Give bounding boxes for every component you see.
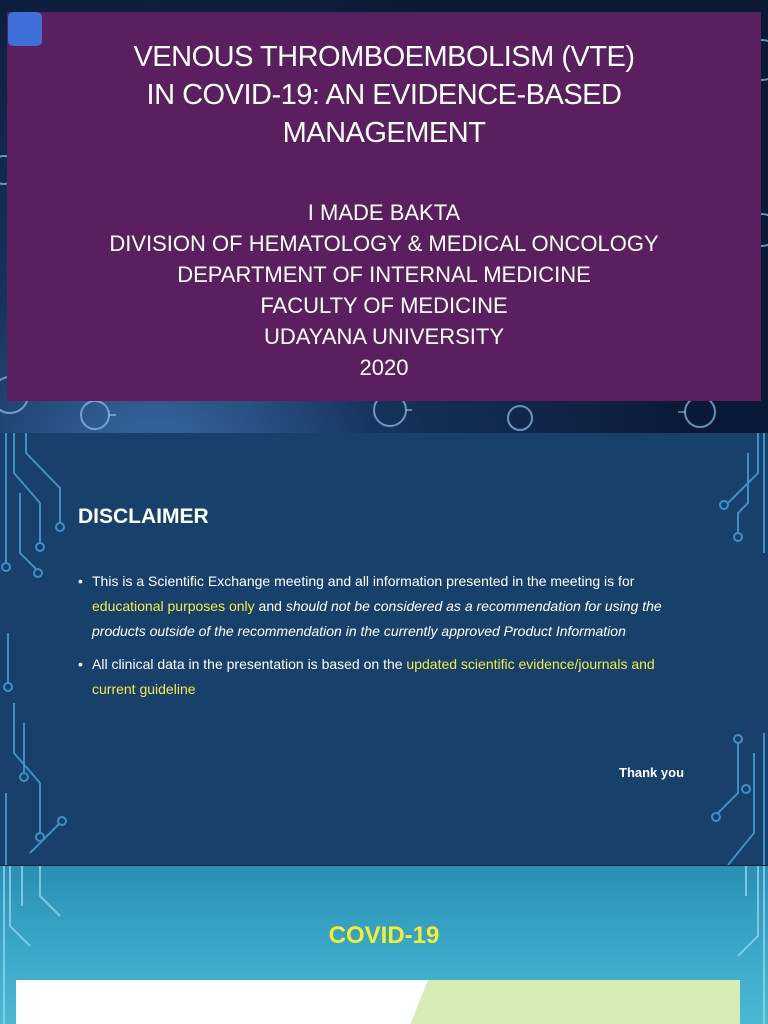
- covid-title: COVID-19: [328, 922, 440, 949]
- title-line-2: IN COVID-19: AN EVIDENCE-BASED: [146, 79, 622, 111]
- presentation-title: [7, 38, 761, 152]
- covid-slide: [0, 866, 768, 1024]
- bullet1-text: This is a Scientific Exchange meeting and all information presented in the meeting is for: [92, 573, 635, 589]
- disclaimer-bullet-1: [78, 569, 678, 644]
- title-line-3: MANAGEMENT: [282, 117, 486, 149]
- corner-square-decoration: [8, 12, 42, 46]
- bullet1-highlight: educational purposes only: [92, 598, 255, 614]
- author-university: UDAYANA UNIVERSITY: [263, 324, 504, 349]
- author-department: DEPARTMENT OF INTERNAL MEDICINE: [177, 262, 591, 287]
- white-content-panel: [16, 980, 436, 1024]
- title-box: [7, 12, 761, 401]
- disclaimer-bullets: [78, 569, 678, 710]
- circuit-decoration-left: [0, 433, 80, 865]
- disclaimer-heading: DISCLAIMER: [78, 505, 209, 528]
- author-faculty: FACULTY OF MEDICINE: [260, 293, 508, 318]
- title-slide: [0, 0, 768, 433]
- presentation-year: 2020: [359, 355, 409, 380]
- bullet2-text: All clinical data in the presentation is based on the: [92, 656, 407, 672]
- disclaimer-slide: [0, 433, 768, 865]
- green-content-panel: [404, 980, 740, 1024]
- disclaimer-bullet-2: [78, 652, 678, 702]
- author-block: [7, 197, 761, 383]
- bullet1-italic: should not be considered as a recommendation for using the products outside of the recommendation in the currently approved Product Information: [92, 598, 662, 639]
- circuit-decoration-right: [688, 433, 768, 865]
- author-name: I MADE BAKTA: [307, 200, 461, 225]
- author-division: DIVISION OF HEMATOLOGY & MEDICAL ONCOLOGY: [109, 231, 659, 256]
- thank-you-text: Thank you: [619, 765, 685, 780]
- title-line-1: VENOUS THROMBOEMBOLISM (VTE): [133, 41, 635, 73]
- bullet2-highlight: updated scientific evidence/journals and current guideline: [92, 656, 655, 697]
- bullet1-connector: and: [254, 598, 286, 614]
